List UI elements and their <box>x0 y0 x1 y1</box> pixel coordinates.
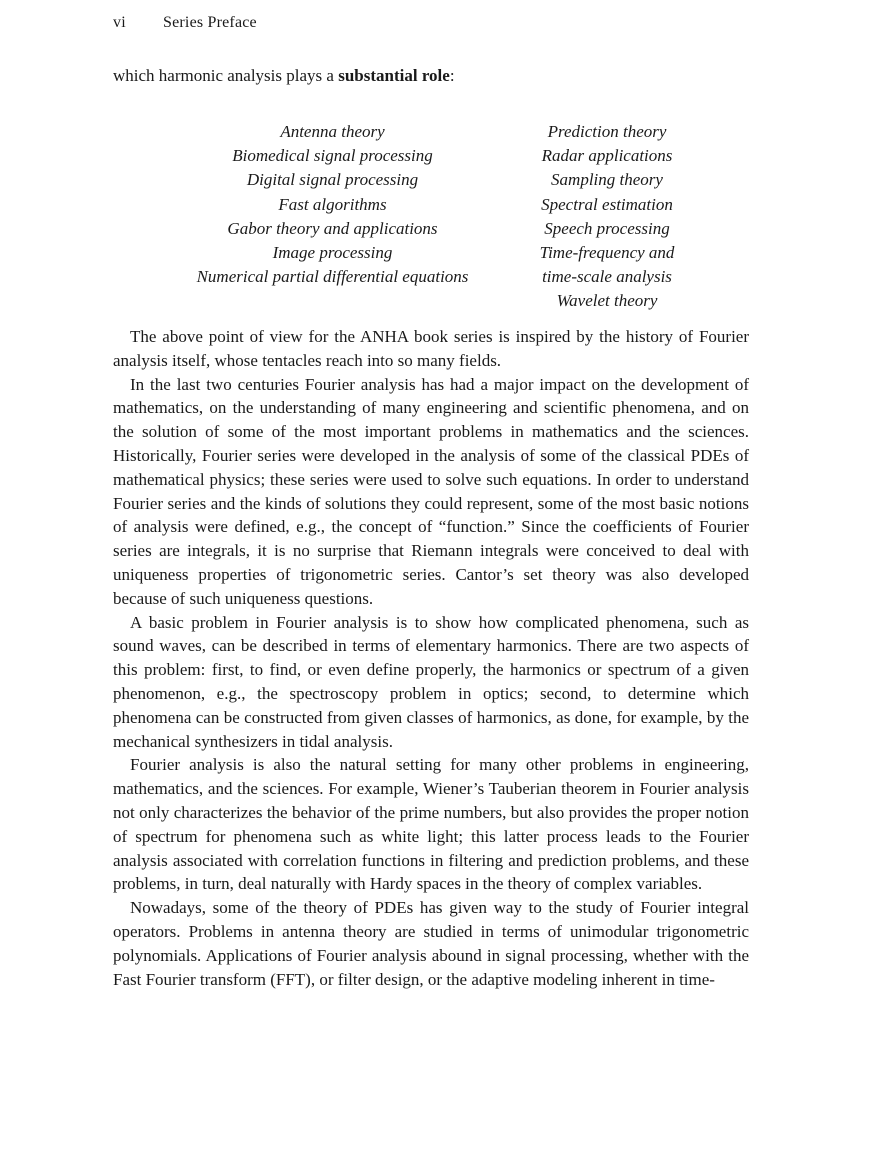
topic-item: Digital signal processing <box>246 170 419 190</box>
topic-item: Spectral estimation <box>541 194 673 214</box>
topic-item: Image processing <box>272 243 393 263</box>
paragraph: Nowadays, some of the theory of PDEs has given way to the study of Fourier integral operators. Problems in antenna theory are studied in terms of unimodular trigonometric polynomials. Applications of Fourier analysis abound in signal processing, whether with the Fast Fourier transform (FFT), or filter design, or the adaptive modeling inherent in time- <box>113 898 749 989</box>
topic-item: Gabor theory and applications <box>227 218 438 238</box>
page-number: vi <box>113 14 126 31</box>
running-header <box>113 14 257 32</box>
intro-emphasis: substantial role <box>338 66 450 85</box>
paragraph: In the last two centuries Fourier analysis has had a major impact on the development of mathematics, on the understanding of many engineering and scientific phenomena, and on the solution of some of the most important problems in mathematics and the sciences. Historically, Fourier series were developed in the analysis of some of the classical PDEs of mathematical physics; these series were used to solve such equations. In order to understand Fourier series and the kinds of solutions they could represent, some of the most basic notions of analysis were defined, e.g., the concept of “function.” Since the coefficients of Fourier series are integrals, it is no surprise that Riemann integrals were conceived to deal with uniqueness properties of trigonometric series. Cantor’s set theory was also developed because of such uniqueness questions. <box>113 374 749 608</box>
topic-item: Biomedical signal processing <box>232 146 433 166</box>
topic-column-right <box>512 120 702 314</box>
topic-column-left <box>165 120 500 289</box>
topic-item: Numerical partial differential equations <box>196 267 469 287</box>
topic-item: Time-frequency and <box>539 243 675 263</box>
paragraph: Fourier analysis is also the natural setting for many other problems in engineering, mathematics, and the sciences. For example, Wiener’s Tauberian theorem in Fourier analysis not only characterizes the behavior of the prime numbers, but also provides the proper notion of spectrum for phenomena such as white light; this latter process leads to the Fourier analysis associated with correlation functions in filtering and prediction problems, and these problems, in turn, deal naturally with Hardy spaces in the theory of complex variables. <box>113 755 749 894</box>
topic-item: Speech processing <box>544 218 670 238</box>
intro-end: : <box>449 66 455 85</box>
topic-item: time-scale analysis <box>542 267 672 287</box>
intro-lead: which harmonic analysis plays a <box>113 66 339 85</box>
paragraph: A basic problem in Fourier analysis is to show how complicated phenomena, such as sound waves, can be described in terms of elementary harmonics. There are two aspects of this problem: first, to find, or even define properly, the harmonics or spectrum of a given phenomenon, e.g., the spectroscopy problem in optics; second, to determine which phenomena can be constructed from given classes of harmonics, as done, for example, by the mechanical synthesizers in tidal analysis. <box>113 612 749 751</box>
topic-item: Radar applications <box>541 146 673 166</box>
topic-item: Wavelet theory <box>556 291 658 311</box>
intro-line <box>113 64 455 87</box>
topic-item: Antenna theory <box>280 122 385 141</box>
paragraph: The above point of view for the ANHA book series is inspired by the history of Fourier analysis itself, whose tentacles reach into so many fields. <box>113 327 749 370</box>
body-text <box>113 325 749 991</box>
topic-item: Sampling theory <box>551 170 663 190</box>
running-title: Series Preface <box>163 14 257 31</box>
topic-item: Fast algorithms <box>278 194 387 214</box>
topic-item: Prediction theory <box>547 122 667 141</box>
